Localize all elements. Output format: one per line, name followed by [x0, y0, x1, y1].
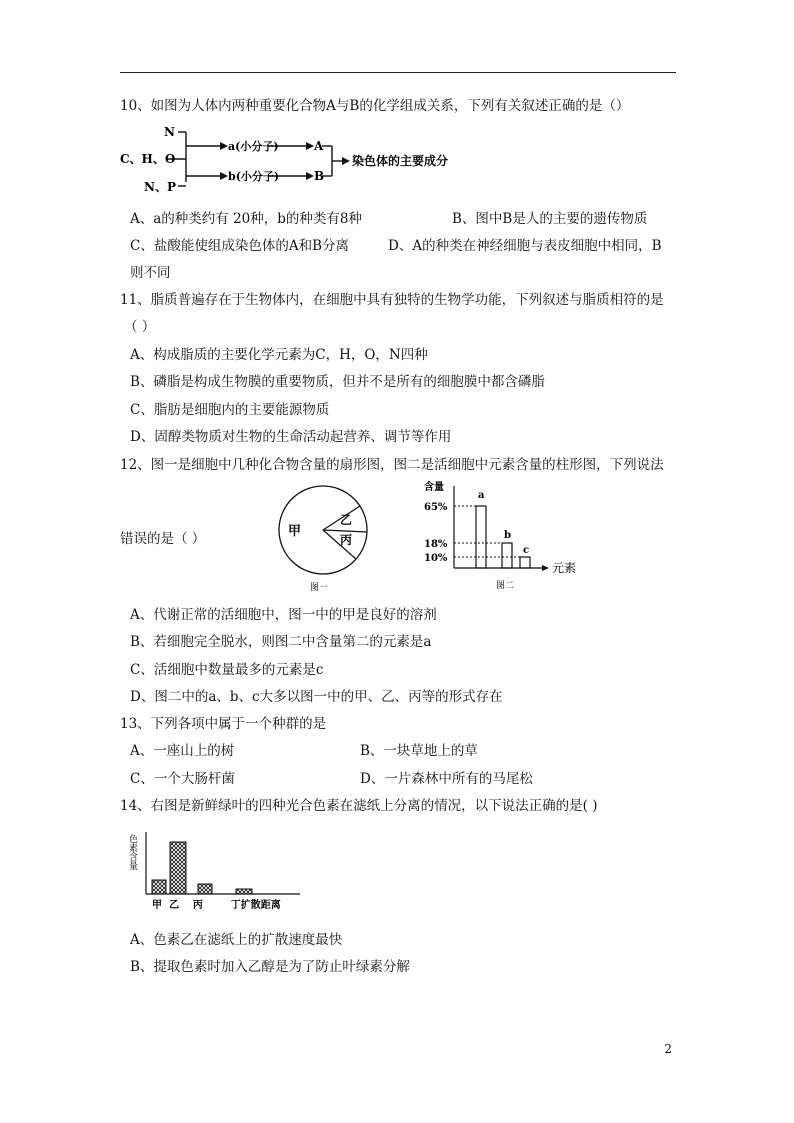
- B-label: B: [314, 169, 325, 183]
- q11-answer-paren: （ ）: [124, 319, 156, 335]
- bar-caption: 图二: [496, 581, 515, 591]
- bar-label-a: a: [478, 490, 485, 501]
- q13-option-b: B、一块草地上的草: [360, 743, 478, 759]
- q14-option-b: B、提取色素时加入乙醇是为了防止叶绿素分解: [130, 959, 410, 975]
- a-small-label: a(小分子): [228, 140, 279, 153]
- q12-option-d: D、图二中的a、b、c大多以图一中的甲、乙、丙等的形式存在: [130, 689, 503, 705]
- tick-10: 10%: [424, 553, 448, 564]
- pie-label-bing: 丙: [340, 533, 353, 547]
- q12-stem-cont: 错误的是（ ）: [120, 531, 206, 547]
- q10-option-a: A、a的种类约有 20种，b的种类有8种: [130, 211, 362, 227]
- b-small-label: b(小分子): [228, 170, 280, 183]
- pigment-bar-yi: [170, 842, 186, 894]
- pigment-bar-chart-figure: [128, 828, 308, 914]
- q12-option-c: C、活细胞中数量最多的元素是c: [130, 662, 324, 678]
- page-number: 2: [664, 1042, 672, 1056]
- q13-option-c: C、一个大肠杆菌: [130, 771, 235, 787]
- tick-18: 18%: [424, 539, 448, 550]
- pigment-bar-jia: [152, 880, 166, 894]
- bar-c: [520, 557, 530, 568]
- bar-ylabel: 含量: [424, 482, 444, 493]
- bar-a: [476, 506, 486, 568]
- A-label: A: [314, 139, 324, 153]
- pie-caption: 图一: [310, 583, 329, 593]
- q14-stem: 14、右图是新鲜绿叶的四种光合色素在滤纸上分离的情况，以下说法正确的是( ): [120, 798, 598, 814]
- np-label: N、P: [144, 180, 176, 194]
- q13-option-d: D、一片森林中所有的马尾松: [360, 771, 533, 787]
- pie-label-jia: 甲: [288, 524, 302, 539]
- q10-option-c: C、盐酸能使组成染色体的A和B分离: [130, 238, 349, 254]
- q10-diagram: [120, 122, 460, 198]
- q12-stem: 12、图一是细胞中几种化合物含量的扇形图，图二是活细胞中元素含量的柱形图，下列说法: [120, 457, 664, 473]
- q10-option-d-cont: 则不同: [130, 265, 171, 281]
- chno-label: C、H、O: [120, 152, 176, 166]
- q10-option-b: B、图中B是人的主要的遗传物质: [452, 211, 648, 227]
- pigment-xlabels: 甲 乙 丙 丁扩散距离: [152, 900, 281, 911]
- q13-option-a: A、一座山上的树: [130, 743, 235, 759]
- q12-option-a: A、代谢正常的活细胞中，图一中的甲是良好的溶剂: [130, 607, 437, 623]
- pie-chart-figure: [268, 482, 378, 594]
- pigment-bar-ding: [236, 889, 252, 894]
- bar-label-c: c: [523, 545, 530, 556]
- pigment-ylabel: 色素含量: [128, 834, 137, 870]
- q13-stem: 13、下列各项中属于一个种群的是: [120, 716, 327, 732]
- q11-option-c: C、脂肪是细胞内的主要能源物质: [130, 402, 330, 418]
- q10-stem: 10、如图为人体内两种重要化合物A与B的化学组成关系，下列有关叙述正确的是（）: [120, 98, 630, 114]
- header-rule: [120, 72, 676, 73]
- pie-label-yi: 乙: [340, 513, 353, 527]
- q14-option-a: A、色素乙在滤纸上的扩散速度最快: [130, 932, 343, 948]
- chromosome-label: 染色体的主要成分: [352, 154, 449, 168]
- tick-65: 65%: [424, 502, 448, 513]
- element-bar-chart-figure: [422, 480, 592, 594]
- q11-option-d: D、固醇类物质对生物的生命活动起营养、调节等作用: [130, 429, 452, 445]
- bar-xlabel: 元素: [552, 561, 577, 575]
- bar-label-b: b: [504, 530, 511, 541]
- q11-option-b: B、磷脂是构成生物膜的重要物质，但并不是所有的细胞膜中都含磷脂: [130, 374, 545, 390]
- pigment-bar-bing: [198, 884, 212, 894]
- q11-option-a: A、构成脂质的主要化学元素为C，H，O，N四种: [130, 347, 428, 363]
- bar-b: [502, 543, 512, 568]
- q10-option-d: D、A的种类在神经细胞与表皮细胞中相同，B: [388, 238, 662, 254]
- q12-option-b: B、若细胞完全脱水，则图二中含量第二的元素是a: [130, 634, 432, 650]
- q11-stem: 11、脂质普遍存在于生物体内，在细胞中具有独特的生物学功能，下列叙述与脂质相符的是: [120, 292, 664, 308]
- n-top-label: N: [164, 125, 175, 139]
